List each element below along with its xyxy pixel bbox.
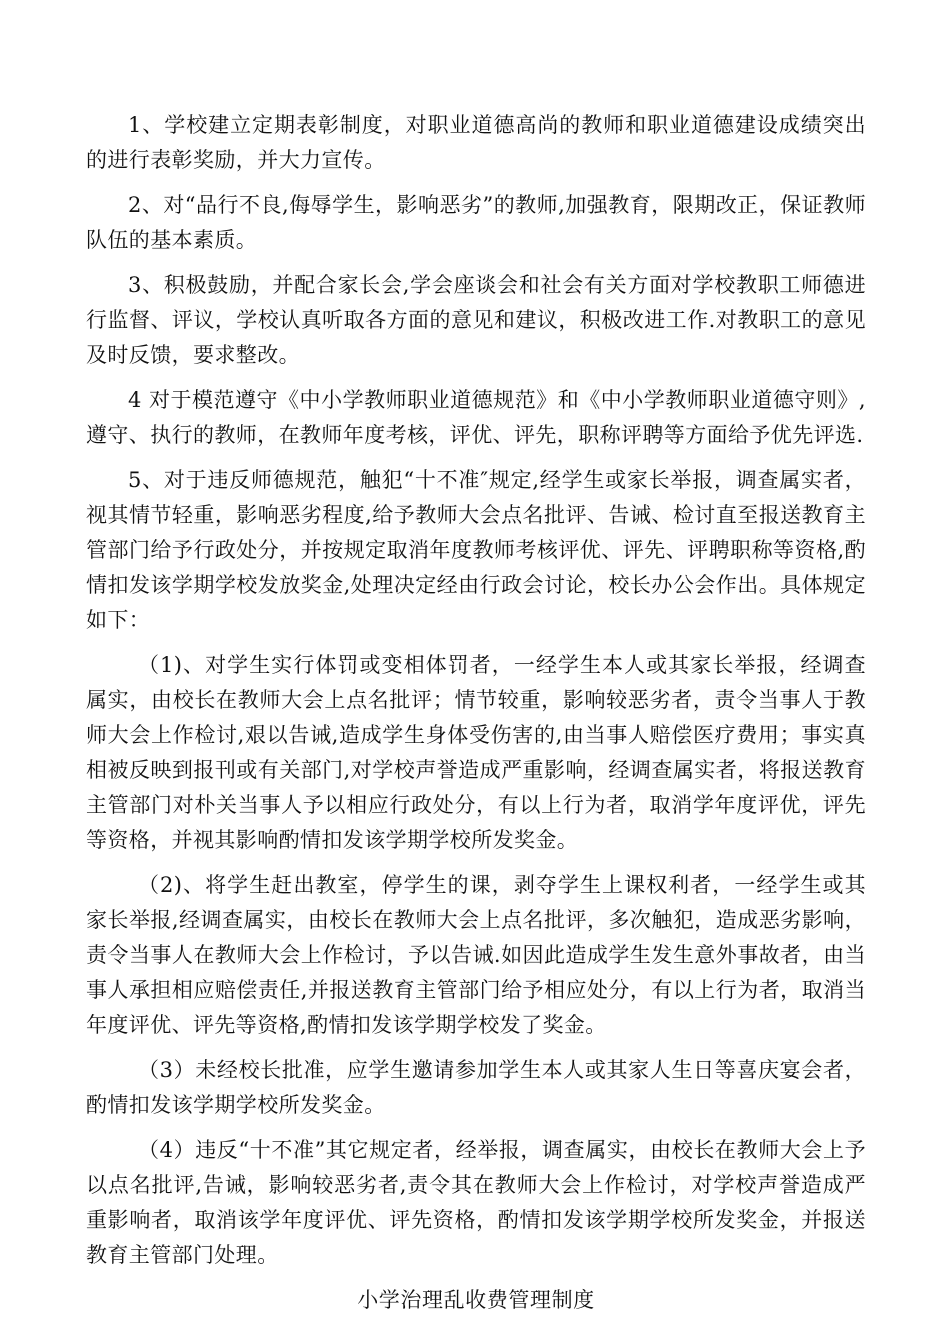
paragraph-3: 3、积极鼓励，并配合家长会,学会座谈会和社会有关方面对学校教职工师德进行监督、评议，学校认真听取各方面的意见和建议，积极改进工作.对教职工的意见及时反馈，要求整改。	[86, 273, 866, 367]
sub-paragraph-3: （3）未经校长批准，应学生邀请参加学生本人或其家人生日等喜庆宴会者，酌情扣发该学期学校所发奖金。	[86, 1058, 866, 1117]
paragraph-1: 1、学校建立定期表彰制度，对职业道德高尚的教师和职业道德建设成绩突出的进行表彰奖励，并大力宣传。	[86, 113, 866, 172]
paragraph-2: 2、对“品行不良,侮辱学生，影响恶劣”的教师,加强教育，限期改正，保证教师队伍的基本素质。	[86, 193, 866, 252]
document-page	[86, 108, 866, 1318]
sub-paragraph-1: （1)、对学生实行体罚或变相体罚者，一经学生本人或其家长举报，经调查属实，由校长在教师大会上点名批评；情节较重，影响较恶劣者，责令当事人于教师大会上作检讨,艰以告诫,造成学生身体受伤害的,由当事人赔偿医疗费用；事实真相被反映到报刊或有关部门,对学校声誉造成严重影响，经调查属实者，将报送教育主管部门对朴关当事人予以相应行政处分，有以上行为者，取消学年度评优，评先等资格，并视其影响酌情扣发该学期学校所发奖金。	[86, 653, 866, 852]
paragraph-4: 4 对于模范遵守《中小学教师职业道德规范》和《中小学教师职业道德守则》,遵守、执行的教师，在教师年度考核，评优、评先，职称评聘等方面给予优先评选.	[86, 388, 866, 447]
section-title: 小学治理乱收费管理制度	[357, 1288, 595, 1312]
sub-paragraph-4: （4）违反“十不准”其它规定者，经举报，调查属实，由校长在教师大会上予以点名批评,告诫，影响较恶劣者,责令其在教师大会上作检讨，对学校声誉造成严重影响者，取消该学年度评优、评先资格，酌情扣发该学期学校所发奖金，并报送教育主管部门处理。	[86, 1138, 866, 1267]
sub-paragraph-2: （2)、将学生赶出教室，停学生的课，剥夺学生上课权利者，一经学生或其家长举报,经调查属实，由校长在教师大会上点名批评，多次触犯，造成恶劣影响，责令当事人在教师大会上作检讨，予以告诫.如因此造成学生发生意外事故者，由当事人承担相应赔偿责任,并报送教育主管部门给予相应处分，有以上行为者，取消当年度评优、评先等资格,酌情扣发该学期学校发了奖金。	[86, 873, 866, 1037]
paragraph-5: 5、对于违反师德规范，触犯“十不准″规定,经学生或家长举报，调查属实者，视其情节轻重，影响恶劣程度,给予教师大会点名批评、告诫、检讨直至报送教育主管部门给予行政处分，并按规定取消年度教师考核评优、评先、评聘职称等资格,酌情扣发该学期学校发放奖金,处理决定经由行政会讨论，校长办公会作出。具体规定如下：	[86, 468, 866, 632]
